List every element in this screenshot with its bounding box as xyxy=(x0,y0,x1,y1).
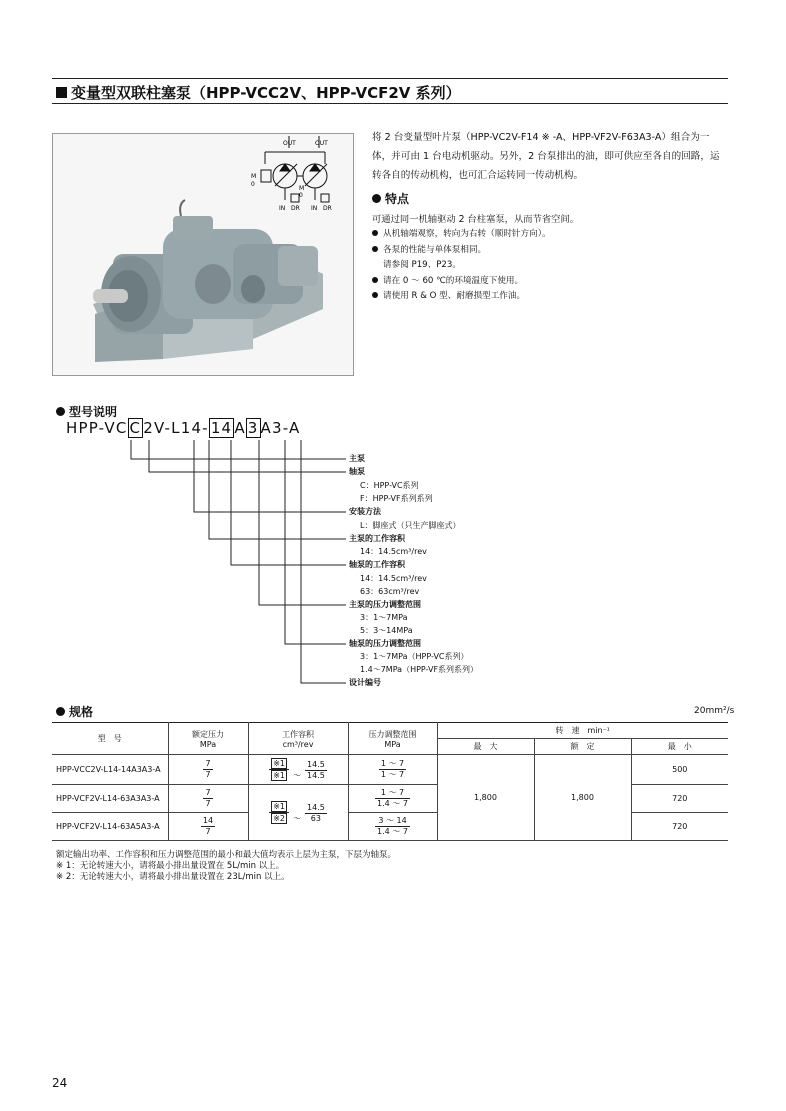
circuit-out-label-1: OUT xyxy=(283,140,296,147)
page-title-text: 变量型双联柱塞泵（HPP-VCC2V、HPP-VCF2V 系列） xyxy=(71,84,461,102)
legend-item: L：脚座式（只生产脚座式） xyxy=(360,521,461,530)
cell-pressure-range xyxy=(348,785,437,813)
disp-aux: 63 xyxy=(310,814,321,823)
feature-item-text: 请在 0 ～ 60 ℃的环境温度下使用。 xyxy=(383,275,524,286)
range-tilde: ～ xyxy=(292,814,301,823)
code-part-boxed: 3 xyxy=(247,419,259,437)
cell-speed-max: 1,800 xyxy=(437,755,534,841)
code-part-boxed: 14 xyxy=(210,419,233,437)
rp-main: 14 xyxy=(202,816,214,825)
note-ref-box: ※2 xyxy=(273,814,285,823)
spec-heading-text: 规格 xyxy=(69,705,94,719)
rp-main: 7 xyxy=(205,759,211,768)
pr-main: 1 ～ 7 xyxy=(375,788,410,799)
cell-displacement xyxy=(248,785,348,841)
col-header-speed-max: 最 大 xyxy=(437,739,534,755)
cell-model: HPP-VCF2V-L14-63A3A3-A xyxy=(52,785,168,813)
cell-displacement xyxy=(248,755,348,785)
legend-main-pressure-range: 主泵的压力调整范围 xyxy=(349,600,421,609)
disp-main: 14.5 xyxy=(306,760,325,769)
col-header-displacement xyxy=(248,723,348,755)
legend-mounting: 安装方法 xyxy=(349,507,381,516)
cell-model: HPP-VCC2V-L14-14A3A3-A xyxy=(52,755,168,785)
footnote: ※ 2：无论转速大小，请将最小排出量设置在 23L/min 以上。 xyxy=(56,872,290,882)
circuit-in-label-2: IN xyxy=(311,205,318,212)
spec-heading xyxy=(56,703,93,720)
intro-paragraph: 将 2 台变量型叶片泵（HPP-VC2V-F14 ※ -A、HPP-VF2V-F63A3-A）组合为一体，并可由 1 台电动机驱动。另外，2 台泵排出的油，即可供应至各自的回路，运转各自的传动机构，也可汇合运转同一传动机构。 xyxy=(372,132,720,181)
circuit-dr-label-1: DR xyxy=(291,205,300,212)
disp-aux: 14.5 xyxy=(306,771,325,780)
header-unit: MPa xyxy=(384,739,401,749)
code-part: A3-A xyxy=(260,419,301,437)
legend-item: F：HPP-VF系列系列 xyxy=(360,494,433,503)
col-header-pressure-range xyxy=(348,723,437,755)
rp-aux: 7 xyxy=(205,770,211,779)
header-unit: MPa xyxy=(199,739,217,749)
feature-item-text: 各泵的性能与单体泵相同。 xyxy=(383,244,487,255)
legend-aux-pump: 轴泵 xyxy=(349,467,365,476)
features-lead: 可通过同一机轴驱动 2 台柱塞泵，从而节省空间。 xyxy=(372,214,580,225)
pr-main: 1 ～ 7 xyxy=(380,759,405,768)
cell-rated-pressure xyxy=(168,785,248,813)
legend-item: 1.4～7MPa（HPP-VF系列系列） xyxy=(360,665,479,674)
viscosity-note: 20mm²/s xyxy=(694,706,735,716)
pr-main: 3 ～ 14 xyxy=(375,816,410,827)
pr-aux: 1.4 ～ 7 xyxy=(377,799,408,808)
bullet-dot-icon xyxy=(56,707,65,716)
disp-main: 14.5 xyxy=(306,803,325,812)
model-heading-text: 型号说明 xyxy=(69,405,118,419)
legend-design-number: 设计编号 xyxy=(349,678,381,687)
header-text: 工作容积 xyxy=(282,729,314,739)
legend-item: 14：14.5cm³/rev xyxy=(360,547,427,556)
cell-speed-min: 500 xyxy=(631,755,728,785)
legend-item: 3：1～7MPa（HPP-VC系列） xyxy=(360,652,469,661)
code-part: HPP-VC xyxy=(66,419,128,437)
legend-aux-pressure-range: 轴泵的压力调整范围 xyxy=(349,639,421,648)
legend-item: 14：14.5cm³/rev xyxy=(360,574,427,583)
code-part-boxed: C xyxy=(129,419,142,437)
circuit-out-label-2: OUT xyxy=(315,140,328,147)
note-ref-box: ※1 xyxy=(273,802,285,811)
circuit-m-label-2: M xyxy=(299,185,305,192)
feature-item-text: 请使用 R & O 型、耐磨损型工作油。 xyxy=(383,291,526,301)
cell-speed-min: 720 xyxy=(631,813,728,841)
code-part: 2V-L14- xyxy=(143,419,209,437)
legend-item: 63：63cm³/rev xyxy=(360,587,420,596)
circuit-zero-label-2: 0 xyxy=(299,192,303,199)
header-unit: cm³/rev xyxy=(282,739,314,749)
footnote: 额定输出功率、工作容积和压力调整范围的最小和最大值均表示上层为主泵，下层为轴泵。 xyxy=(56,850,397,860)
legend-main-pump: 主泵 xyxy=(349,454,365,463)
col-header-speed-rated: 额 定 xyxy=(534,739,631,755)
cell-speed-min: 720 xyxy=(631,785,728,813)
header-text: 额定压力 xyxy=(192,729,224,739)
legend-main-displacement: 主泵的工作容积 xyxy=(349,534,405,543)
col-header-model: 型 号 xyxy=(52,723,168,755)
footnote: ※ 1：无论转速大小，请将最小排出量设置在 5L/min 以上。 xyxy=(56,861,285,871)
legend-aux-displacement: 轴泵的工作容积 xyxy=(349,560,405,569)
circuit-dr-label-2: DR xyxy=(323,205,332,212)
range-tilde: ～ xyxy=(292,771,301,780)
rp-main: 7 xyxy=(205,788,211,797)
pr-aux: 1.4 ～ 7 xyxy=(377,827,408,836)
cell-model: HPP-VCF2V-L14-63A5A3-A xyxy=(52,813,168,841)
col-header-speed: 转 速 min⁻¹ xyxy=(437,723,728,739)
spec-table xyxy=(52,722,728,841)
feature-ref-note: 请参阅 P19、P23。 xyxy=(383,260,461,270)
pr-aux: 1 ～ 7 xyxy=(380,770,405,779)
code-part: A xyxy=(234,419,246,437)
rp-aux: 7 xyxy=(205,799,211,808)
table-row xyxy=(52,755,728,785)
feature-item-text: 从机轴端观察，转向为右转（顺时针方向）。 xyxy=(383,229,551,239)
note-ref-box: ※1 xyxy=(273,771,285,780)
cell-rated-pressure xyxy=(168,755,248,785)
cell-rated-pressure xyxy=(168,813,248,841)
page-number: 24 xyxy=(52,1076,68,1090)
note-ref-box: ※1 xyxy=(273,759,285,768)
circuit-zero-label-1: 0 xyxy=(251,181,255,188)
legend-item: 5：3～14MPa xyxy=(360,626,413,635)
circuit-in-label-1: IN xyxy=(279,205,286,212)
col-header-rated-pressure xyxy=(168,723,248,755)
header-text: 压力调整范围 xyxy=(368,729,417,739)
circuit-m-label-1: M xyxy=(251,173,257,180)
cell-speed-rated: 1,800 xyxy=(534,755,631,841)
spec-footnotes xyxy=(56,850,396,883)
features-heading-text: 特点 xyxy=(385,192,410,206)
legend-item: 3：1～7MPa xyxy=(360,613,408,622)
legend-item: C：HPP-VC系列 xyxy=(360,481,419,490)
cell-pressure-range xyxy=(348,755,437,785)
cell-pressure-range xyxy=(348,813,437,841)
col-header-speed-min: 最 小 xyxy=(631,739,728,755)
rp-aux: 7 xyxy=(205,827,211,836)
